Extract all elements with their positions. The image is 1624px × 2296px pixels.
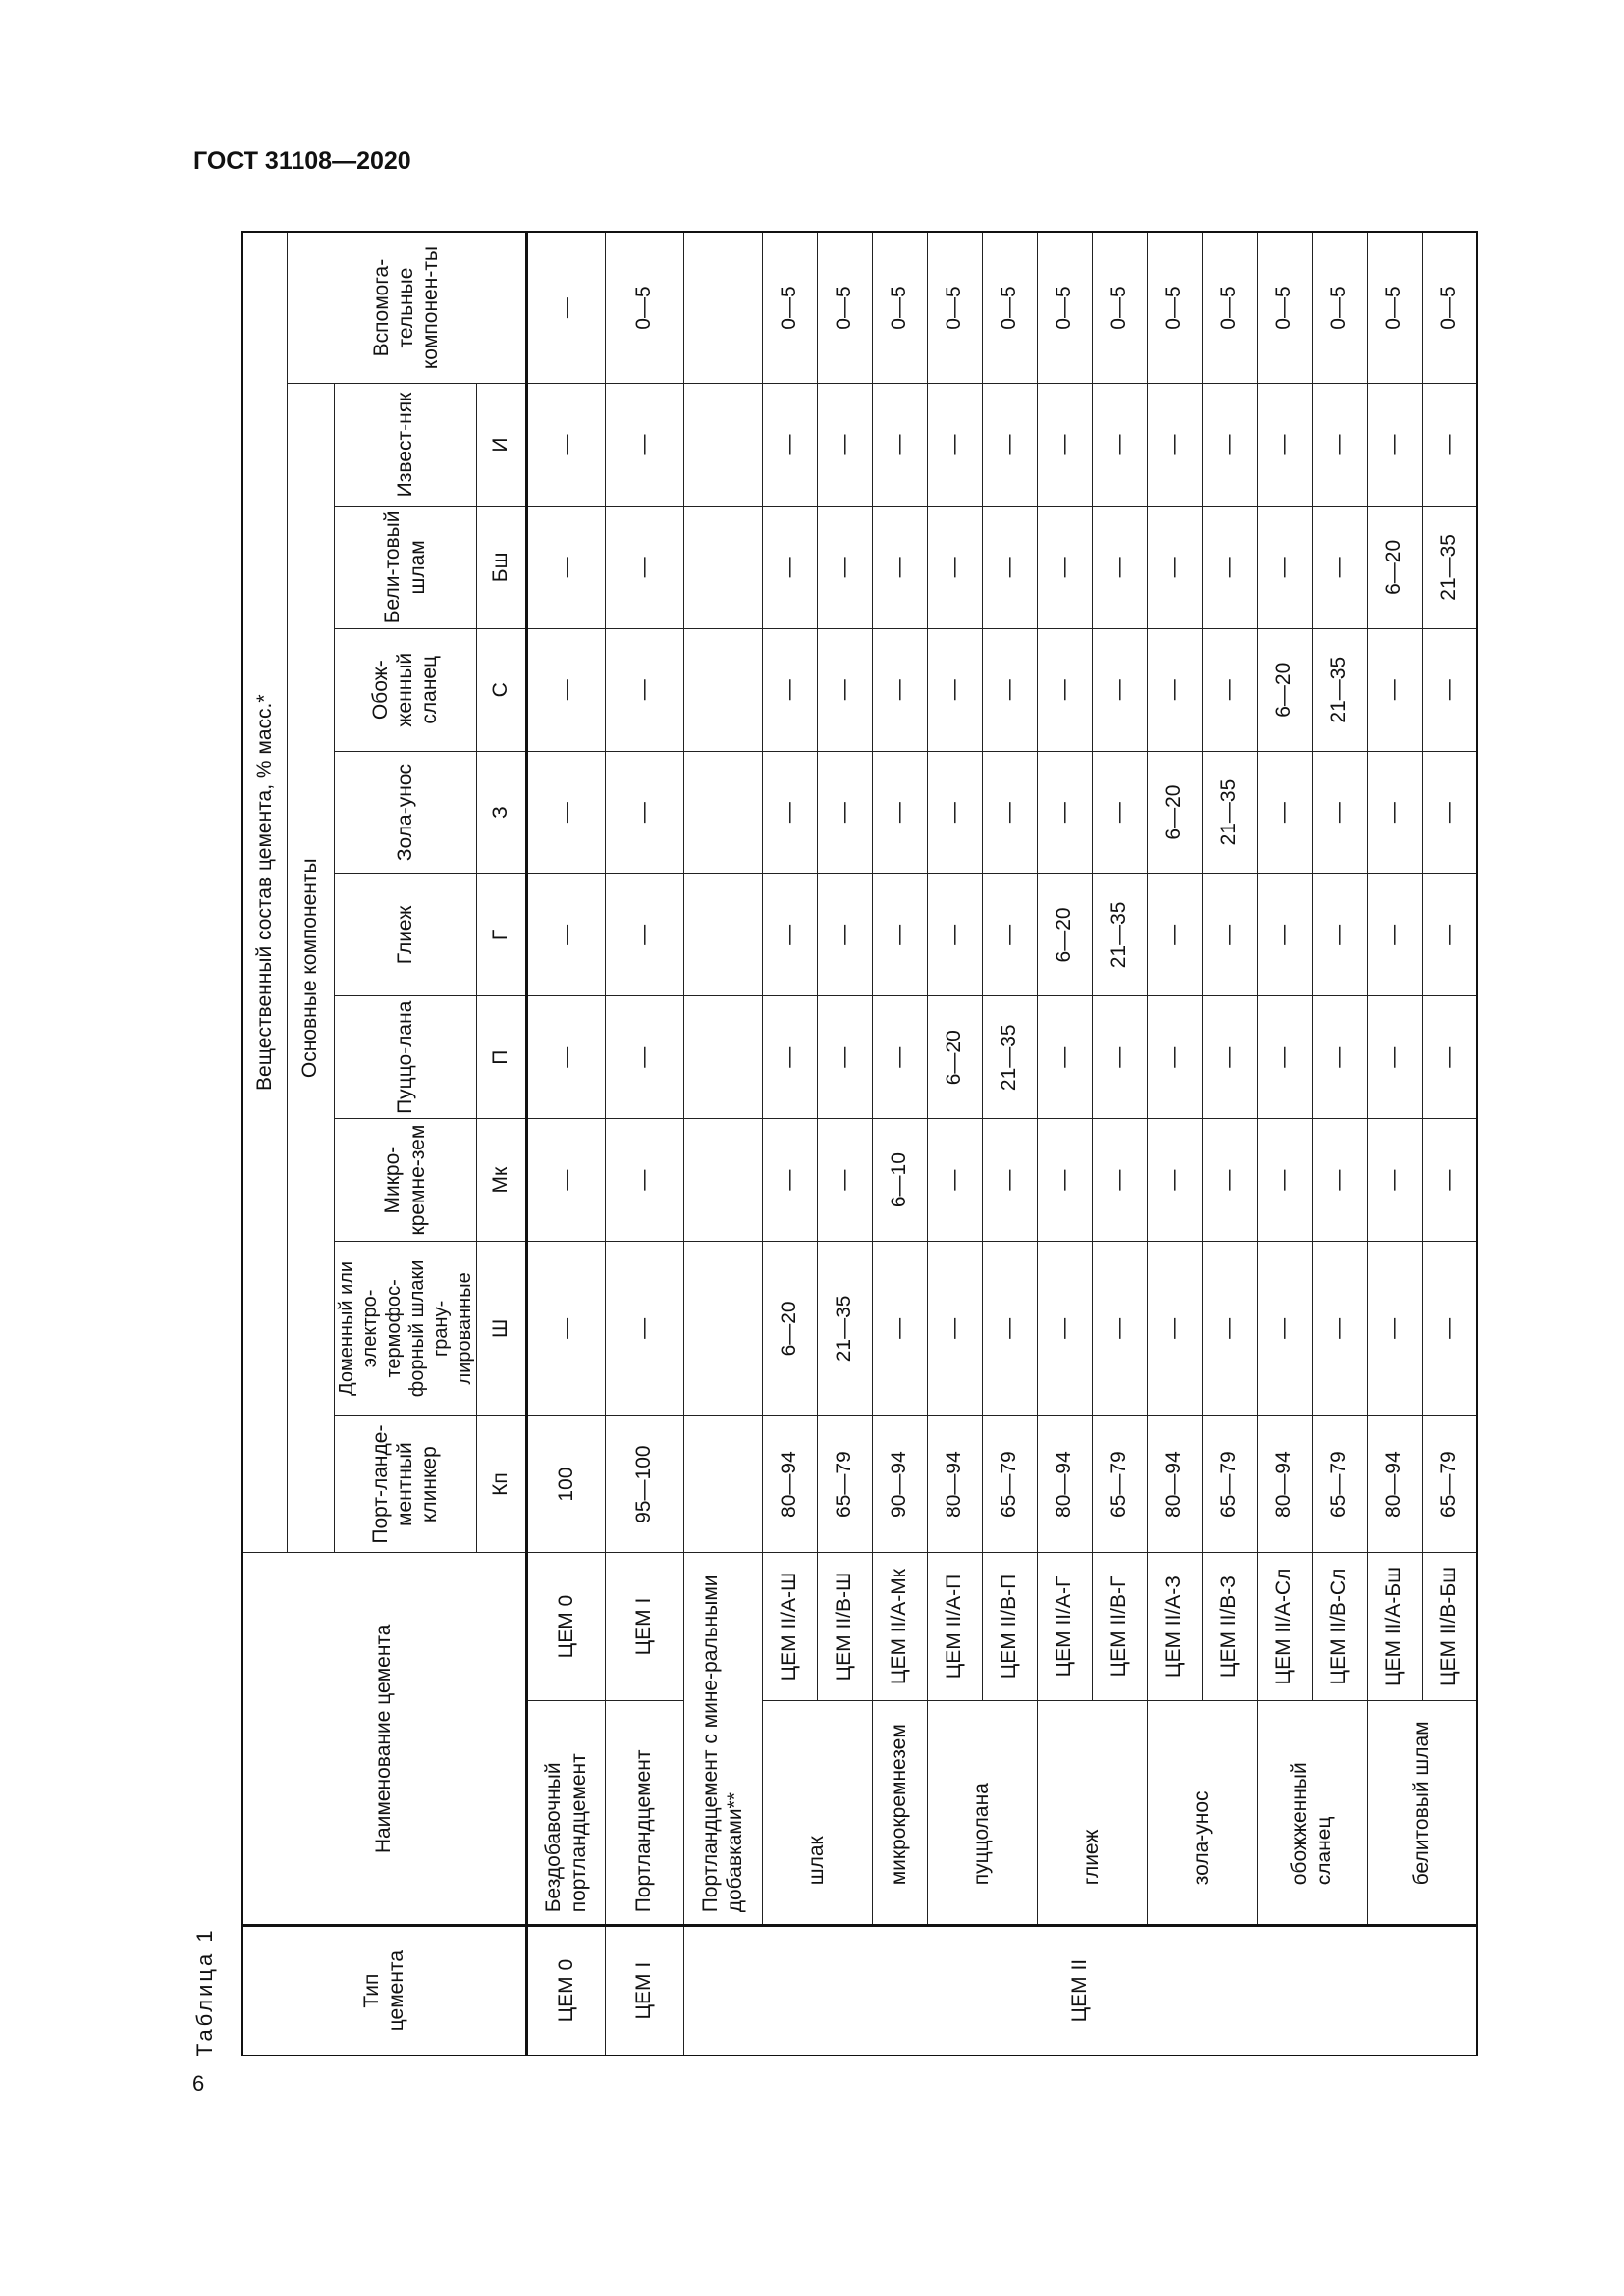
value-cell: 21—35: [982, 996, 1037, 1119]
header-comp-z: Зола-унос: [334, 751, 476, 874]
value-cell: 6—20: [1367, 506, 1422, 628]
value-cell: —: [872, 628, 927, 751]
value-cell: 0—5: [1147, 232, 1202, 384]
header-comp-s: Обож-женный сланец: [334, 628, 476, 751]
value-cell: —: [1147, 628, 1202, 751]
value-cell: —: [762, 751, 817, 874]
value-cell: —: [526, 384, 605, 507]
header-sym-kp: Кп: [476, 1415, 526, 1553]
value-cell: 0—5: [605, 232, 683, 384]
value-cell: 65—79: [1422, 1415, 1477, 1553]
header-sym-s: С: [476, 628, 526, 751]
type-cell: ЦЕМ II: [683, 1926, 1477, 2056]
value-cell: 95—100: [605, 1415, 683, 1553]
value-cell: —: [872, 751, 927, 874]
value-cell: —: [927, 506, 982, 628]
value-cell: 80—94: [1257, 1415, 1312, 1553]
value-cell: —: [1312, 751, 1367, 874]
designation-cell: ЦЕМ II/А-Г: [1037, 1553, 1092, 1700]
header-sym-mk: Мк: [476, 1119, 526, 1242]
value-cell: —: [982, 628, 1037, 751]
value-cell: —: [1147, 874, 1202, 996]
header-comp-g: Глиеж: [334, 874, 476, 996]
value-cell: —: [1367, 996, 1422, 1119]
value-cell: —: [762, 1119, 817, 1242]
value-cell: —: [817, 996, 872, 1119]
value-cell: 0—5: [1422, 232, 1477, 384]
page-number: 6: [192, 2071, 205, 2096]
value-cell: —: [817, 628, 872, 751]
value-cell: —: [982, 1242, 1037, 1416]
header-comp-p: Пуццо-лана: [334, 996, 476, 1119]
value-cell: —: [762, 628, 817, 751]
value-cell: —: [927, 628, 982, 751]
value-cell: 90—94: [872, 1415, 927, 1553]
value-cell: 80—94: [1037, 1415, 1092, 1553]
value-cell: —: [1037, 1119, 1092, 1242]
header-composition: Вещественный состав цемента, % масс.*: [242, 232, 287, 1553]
value-cell: 21—35: [1202, 751, 1257, 874]
value-cell: 65—79: [817, 1415, 872, 1553]
header-type: Тип цемента: [242, 1926, 526, 2056]
group-cell: Портландцемент: [605, 1700, 683, 1926]
value-cell: 21—35: [1312, 628, 1367, 751]
value-cell: —: [1367, 751, 1422, 874]
header-comp-sh: Доменный или электро-термофос-форный шлаки грану-лированные: [334, 1242, 476, 1416]
designation-cell: ЦЕМ I: [605, 1553, 683, 1700]
empty-cell: [683, 628, 762, 751]
value-cell: 100: [526, 1415, 605, 1553]
empty-cell: [683, 1415, 762, 1553]
value-cell: —: [526, 628, 605, 751]
header-sym-z: З: [476, 751, 526, 874]
value-cell: 6—20: [927, 996, 982, 1119]
value-cell: —: [1147, 506, 1202, 628]
value-cell: —: [1367, 384, 1422, 507]
value-cell: —: [1312, 996, 1367, 1119]
empty-cell: [683, 506, 762, 628]
header-sym-bsh: Бш: [476, 506, 526, 628]
group-cell: Портландцемент с мине-ральными добавками**: [683, 1553, 762, 1926]
value-cell: —: [1037, 628, 1092, 751]
designation-cell: ЦЕМ II/А-П: [927, 1553, 982, 1700]
value-cell: —: [1312, 384, 1367, 507]
value-cell: —: [1367, 1119, 1422, 1242]
value-cell: —: [1092, 1242, 1147, 1416]
value-cell: —: [872, 506, 927, 628]
header-comp-kp: Порт-ланде-ментный клинкер: [334, 1415, 476, 1553]
designation-cell: ЦЕМ 0: [526, 1553, 605, 1700]
designation-cell: ЦЕМ II/А-Ш: [762, 1553, 817, 1700]
value-cell: —: [1092, 384, 1147, 507]
value-cell: —: [605, 996, 683, 1119]
value-cell: —: [1257, 384, 1312, 507]
value-cell: —: [1202, 1242, 1257, 1416]
designation-cell: ЦЕМ II/А-З: [1147, 1553, 1202, 1700]
value-cell: —: [526, 874, 605, 996]
table-row: [1257, 232, 1312, 2056]
value-cell: 65—79: [982, 1415, 1037, 1553]
empty-cell: [683, 751, 762, 874]
value-cell: —: [1257, 874, 1312, 996]
value-cell: 0—5: [1367, 232, 1422, 384]
table-row: [1037, 232, 1092, 2056]
value-cell: —: [982, 506, 1037, 628]
value-cell: —: [1202, 384, 1257, 507]
value-cell: —: [1422, 874, 1477, 996]
empty-cell: [683, 1242, 762, 1416]
value-cell: —: [526, 232, 605, 384]
value-cell: —: [762, 874, 817, 996]
subgroup-cell: микрокремнезем: [872, 1700, 927, 1926]
designation-cell: ЦЕМ II/В-З: [1202, 1553, 1257, 1700]
document-header: ГОСТ 31108—2020: [193, 147, 411, 175]
table-row: [927, 232, 982, 2056]
table-row: [526, 232, 605, 2056]
header-comp-i: Извест-няк: [334, 384, 476, 507]
value-cell: 0—5: [1092, 232, 1147, 384]
value-cell: —: [872, 996, 927, 1119]
value-cell: —: [982, 1119, 1037, 1242]
subgroup-cell: обожженный сланец: [1257, 1700, 1367, 1926]
value-cell: —: [1367, 628, 1422, 751]
value-cell: —: [1092, 506, 1147, 628]
header-comp-mk: Микро-кремне-зем: [334, 1119, 476, 1242]
value-cell: —: [1092, 996, 1147, 1119]
value-cell: 0—5: [817, 232, 872, 384]
subgroup-cell: зола-унос: [1147, 1700, 1257, 1926]
value-cell: —: [1422, 996, 1477, 1119]
value-cell: —: [1312, 506, 1367, 628]
value-cell: —: [872, 874, 927, 996]
value-cell: —: [1312, 1119, 1367, 1242]
value-cell: —: [982, 874, 1037, 996]
value-cell: 0—5: [762, 232, 817, 384]
empty-cell: [683, 1119, 762, 1242]
value-cell: 80—94: [1147, 1415, 1202, 1553]
value-cell: —: [762, 506, 817, 628]
value-cell: 0—5: [927, 232, 982, 384]
value-cell: —: [817, 751, 872, 874]
value-cell: —: [1147, 1242, 1202, 1416]
header-name: Наименование цемента: [242, 1553, 526, 1926]
value-cell: —: [1092, 751, 1147, 874]
empty-cell: [683, 996, 762, 1119]
value-cell: —: [1147, 996, 1202, 1119]
value-cell: —: [1147, 1119, 1202, 1242]
value-cell: —: [605, 874, 683, 996]
value-cell: —: [817, 384, 872, 507]
value-cell: 0—5: [1202, 232, 1257, 384]
value-cell: 6—20: [1037, 874, 1092, 996]
value-cell: 65—79: [1092, 1415, 1147, 1553]
table-row: [1367, 232, 1422, 2056]
value-cell: 0—5: [1257, 232, 1312, 384]
value-cell: —: [817, 874, 872, 996]
value-cell: —: [1202, 1119, 1257, 1242]
value-cell: 6—20: [762, 1242, 817, 1416]
designation-cell: ЦЕМ II/А-Мк: [872, 1553, 927, 1700]
type-cell: ЦЕМ I: [605, 1926, 683, 2056]
value-cell: —: [526, 1242, 605, 1416]
table-caption: Таблица 1: [192, 1927, 217, 2056]
value-cell: —: [1202, 506, 1257, 628]
value-cell: 6—20: [1257, 628, 1312, 751]
value-cell: —: [762, 384, 817, 507]
value-cell: —: [927, 384, 982, 507]
value-cell: —: [1202, 874, 1257, 996]
value-cell: 21—35: [1092, 874, 1147, 996]
header-aux: Вспомога-тельные компонен-ты: [287, 232, 526, 384]
value-cell: —: [605, 1119, 683, 1242]
value-cell: 21—35: [1422, 506, 1477, 628]
value-cell: —: [1367, 874, 1422, 996]
value-cell: —: [1422, 628, 1477, 751]
table-row: [762, 232, 817, 2056]
header-sym-sh: Ш: [476, 1242, 526, 1416]
value-cell: —: [927, 874, 982, 996]
value-cell: —: [927, 1242, 982, 1416]
value-cell: —: [872, 1242, 927, 1416]
value-cell: —: [1037, 1242, 1092, 1416]
value-cell: —: [982, 751, 1037, 874]
value-cell: —: [872, 384, 927, 507]
header-sym-i: И: [476, 384, 526, 507]
group-cell: Бездобавочный портландцемент: [526, 1700, 605, 1926]
value-cell: —: [1037, 384, 1092, 507]
header-comp-bsh: Бели-товый шлам: [334, 506, 476, 628]
designation-cell: ЦЕМ II/В-Бш: [1422, 1553, 1477, 1700]
value-cell: 65—79: [1202, 1415, 1257, 1553]
header-sym-p: П: [476, 996, 526, 1119]
value-cell: —: [605, 384, 683, 507]
value-cell: 0—5: [1037, 232, 1092, 384]
value-cell: —: [1037, 996, 1092, 1119]
value-cell: —: [1312, 874, 1367, 996]
table-row: [683, 232, 762, 2056]
value-cell: —: [605, 1242, 683, 1416]
value-cell: —: [1092, 1119, 1147, 1242]
value-cell: 80—94: [762, 1415, 817, 1553]
value-cell: —: [605, 751, 683, 874]
value-cell: —: [1202, 628, 1257, 751]
value-cell: —: [817, 1119, 872, 1242]
table-row: [872, 232, 927, 2056]
designation-cell: ЦЕМ II/А-Сл: [1257, 1553, 1312, 1700]
value-cell: —: [605, 628, 683, 751]
value-cell: —: [1422, 1242, 1477, 1416]
value-cell: —: [817, 506, 872, 628]
value-cell: —: [927, 751, 982, 874]
value-cell: —: [982, 384, 1037, 507]
designation-cell: ЦЕМ II/В-П: [982, 1553, 1037, 1700]
value-cell: 0—5: [872, 232, 927, 384]
value-cell: —: [1202, 996, 1257, 1119]
value-cell: —: [927, 1119, 982, 1242]
empty-cell: [683, 232, 762, 384]
type-cell: ЦЕМ 0: [526, 1926, 605, 2056]
designation-cell: ЦЕМ II/В-Ш: [817, 1553, 872, 1700]
subgroup-cell: белитовый шлам: [1367, 1700, 1477, 1926]
value-cell: —: [526, 996, 605, 1119]
value-cell: —: [1422, 384, 1477, 507]
value-cell: —: [526, 506, 605, 628]
subgroup-cell: глиеж: [1037, 1700, 1147, 1926]
value-cell: 80—94: [1367, 1415, 1422, 1553]
value-cell: —: [1257, 1242, 1312, 1416]
value-cell: —: [1422, 751, 1477, 874]
empty-cell: [683, 384, 762, 507]
subgroup-cell: шлак: [762, 1700, 872, 1926]
value-cell: —: [762, 996, 817, 1119]
value-cell: —: [1257, 996, 1312, 1119]
value-cell: —: [1092, 628, 1147, 751]
value-cell: —: [1037, 751, 1092, 874]
cement-composition-table: [241, 231, 1478, 2056]
value-cell: —: [1257, 751, 1312, 874]
value-cell: —: [1367, 1242, 1422, 1416]
value-cell: —: [526, 1119, 605, 1242]
value-cell: 80—94: [927, 1415, 982, 1553]
value-cell: —: [1257, 506, 1312, 628]
value-cell: —: [1312, 1242, 1367, 1416]
value-cell: —: [1037, 506, 1092, 628]
value-cell: 6—20: [1147, 751, 1202, 874]
value-cell: —: [605, 506, 683, 628]
value-cell: 21—35: [817, 1242, 872, 1416]
value-cell: 0—5: [1312, 232, 1367, 384]
value-cell: 0—5: [982, 232, 1037, 384]
header-sym-g: Г: [476, 874, 526, 996]
rotated-table-container: [241, 231, 1500, 2056]
table-row: [605, 232, 683, 2056]
designation-cell: ЦЕМ II/В-Сл: [1312, 1553, 1367, 1700]
subgroup-cell: пуццолана: [927, 1700, 1037, 1926]
empty-cell: [683, 874, 762, 996]
value-cell: 6—10: [872, 1119, 927, 1242]
value-cell: —: [1257, 1119, 1312, 1242]
table-row: [1147, 232, 1202, 2056]
designation-cell: ЦЕМ II/А-Бш: [1367, 1553, 1422, 1700]
value-cell: 65—79: [1312, 1415, 1367, 1553]
value-cell: —: [1422, 1119, 1477, 1242]
header-main-components: Основные компоненты: [287, 384, 334, 1553]
value-cell: —: [1147, 384, 1202, 507]
designation-cell: ЦЕМ II/В-Г: [1092, 1553, 1147, 1700]
value-cell: —: [526, 751, 605, 874]
